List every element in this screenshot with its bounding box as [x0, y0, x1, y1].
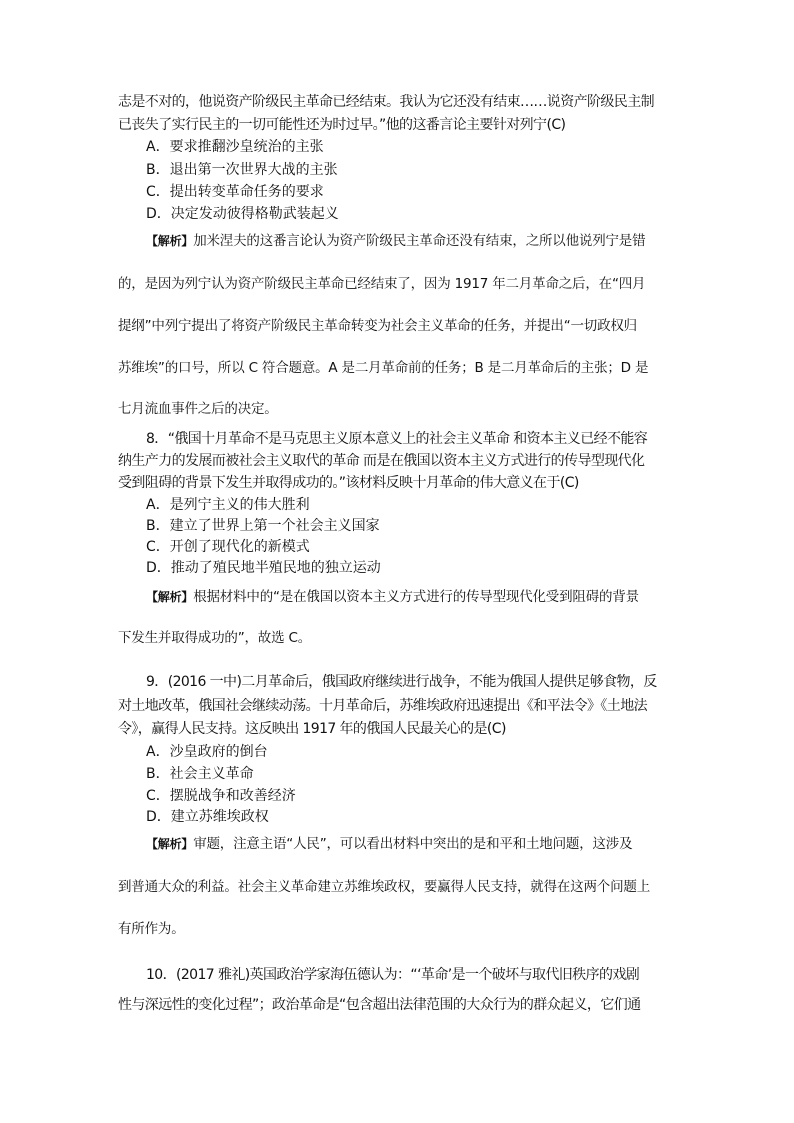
q8-analysis-tag: 【解析】: [146, 590, 194, 604]
q8-stem-line-3: 受到阻碍的背景下发生并取得成功的。”该材料反映十月革命的伟大意义在于(C): [118, 475, 579, 491]
q8-option-a: A．是列宁主义的伟大胜利: [146, 497, 310, 513]
q9-analysis-line-1: [146, 835, 632, 853]
q8-analysis-line-1: [146, 588, 639, 606]
q7-analysis-line-2: 的，是因为列宁认为资产阶级民主革命已经结束了，因为 1917 年二月革命之后，在“四月: [118, 276, 646, 292]
q8-stem-line-1: 8．“俄国十月革命不是马克思主义原本意义上的社会主义革命 和资本主义已经不能容: [146, 431, 648, 447]
q9-analysis-text-1: 审题，注意主语“人民”，可以看出材料中突出的是和平和土地问题，这涉及: [193, 836, 633, 852]
q9-stem-line-3: 令》，赢得人民支持。这反映出 1917 年的俄国人民最关心的是(C): [118, 721, 506, 737]
q9-analysis-line-2: 到普通大众的利益。社会主义革命建立苏维埃政权，要赢得人民支持，就得在这两个问题上: [118, 879, 650, 895]
q7-option-b: B．退出第一次世界大战的主张: [146, 162, 338, 178]
q9-option-a: A．沙皇政府的倒台: [146, 744, 268, 760]
q8-stem-line-2: 纳生产力的发展而被社会主义取代的革命 而是在俄国以资本主义方式进行的传导型现代化: [118, 453, 645, 469]
q9-stem-line-2: 对土地改革，俄国社会继续动荡。十月革命后，苏维埃政府迅速提出《和平法令》《土地法: [118, 698, 647, 714]
q8-option-c: C．开创了现代化的新模式: [146, 539, 310, 555]
q9-analysis-line-3: 有所作为。: [118, 921, 185, 937]
q9-analysis-tag: 【解析】: [146, 837, 194, 851]
q8-option-d: D．推动了殖民地半殖民地的独立运动: [146, 560, 381, 576]
q8-analysis-text-1: 根据材料中的“是在俄国以资本主义方式进行的传导型现代化受到阻碍的背景: [193, 589, 639, 605]
q10-stem-line-2: 性与深远性的变化过程”；政治革命是“包含超出法律范围的大众行为的群众起义，它们通: [118, 997, 641, 1013]
q7-stem-line-2: 已丧失了实行民主的一切可能性还为时过早。”他的这番言论主要针对列宁(C): [118, 117, 566, 133]
q8-analysis-line-2: 下发生并取得成功的”，故选 C。: [118, 630, 312, 646]
q9-option-d: D．建立苏维埃政权: [146, 809, 269, 825]
q7-option-c: C．提出转变革命任务的要求: [146, 184, 324, 200]
q7-analysis-tag: 【解析】: [146, 234, 194, 248]
q8-option-b: B．建立了世界上第一个社会主义国家: [146, 518, 380, 534]
q9-option-b: B．社会主义革命: [146, 766, 254, 782]
q9-option-c: C．摆脱战争和改善经济: [146, 788, 296, 804]
q7-stem-line-1: 志是不对的，他说资产阶级民主革命已经结束。我认为它还没有结束……说资产阶级民主制: [118, 94, 654, 110]
q7-option-d: D．决定发动彼得格勒武装起义: [146, 206, 339, 222]
q7-analysis-line-3: 提纲”中列宁提出了将资产阶级民主革命转变为社会主义革命的任务，并提出“一切政权归: [118, 318, 637, 334]
q7-analysis-text-1: 加米涅夫的这番言论认为资产阶级民主革命还没有结束，之所以他说列宁是错: [193, 233, 646, 249]
q7-analysis-line-1: [146, 232, 645, 250]
q7-analysis-line-5: 七月流血事件之后的决定。: [118, 401, 278, 417]
q7-option-a: A．要求推翻沙皇统治的主张: [146, 139, 324, 155]
q9-stem-line-1: 9．(2016 一中)二月革命后，俄国政府继续进行战争，不能为俄国人提供足够食物，反: [146, 674, 657, 690]
q10-stem-line-1: 10．(2017 雅礼)英国政治学家海伍德认为：“‘革命’是一个破坏与取代旧秩序的戏剧: [146, 967, 640, 983]
q7-analysis-line-4: 苏维埃”的口号，所以 C 符合题意。A 是二月革命前的任务；B 是二月革命后的主张；D 是: [118, 360, 649, 376]
